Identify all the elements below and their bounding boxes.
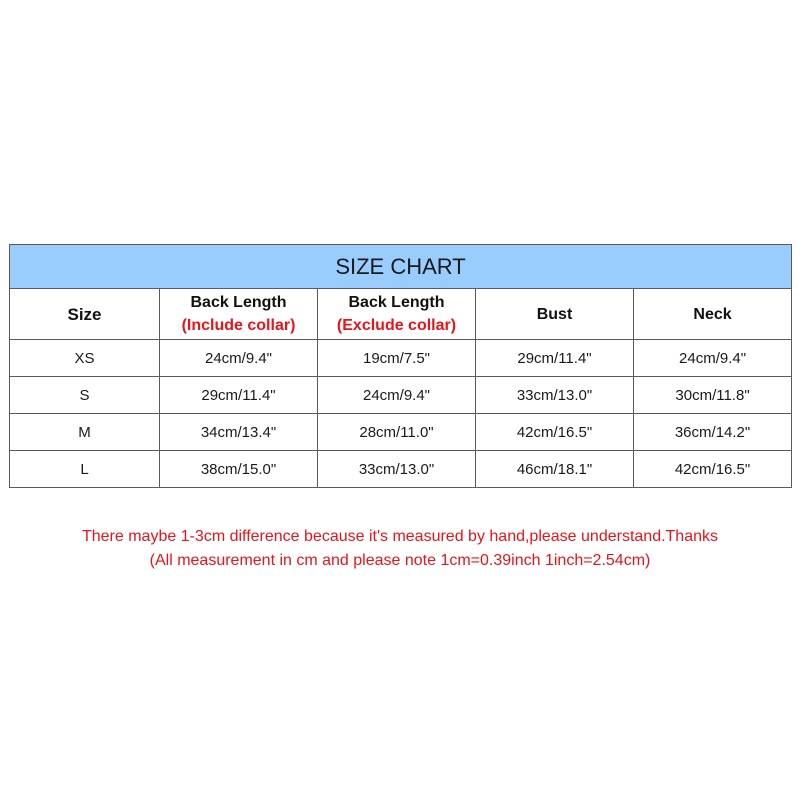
header-bust <box>476 289 634 340</box>
table-row <box>10 414 792 451</box>
back-length-include-cell: 29cm/11.4" <box>160 377 318 414</box>
neck-cell: 30cm/11.8" <box>634 377 792 414</box>
header-row <box>10 289 792 340</box>
back-length-exclude-cell: 28cm/11.0" <box>318 414 476 451</box>
back-length-exclude-cell: 24cm/9.4" <box>318 377 476 414</box>
size-cell: S <box>10 377 160 414</box>
back-length-include-cell: 38cm/15.0" <box>160 451 318 488</box>
header-include-collar-note: (Include collar) <box>181 317 296 334</box>
bust-cell: 29cm/11.4" <box>476 340 634 377</box>
table-row <box>10 340 792 377</box>
neck-cell: 36cm/14.2" <box>634 414 792 451</box>
header-size <box>10 289 160 340</box>
measurement-notes <box>0 525 800 573</box>
back-length-exclude-cell: 33cm/13.0" <box>318 451 476 488</box>
header-back-length-include-label: Back Length <box>190 294 287 311</box>
header-exclude-collar-note: (Exclude collar) <box>336 317 457 334</box>
title-row <box>10 245 792 289</box>
neck-cell: 24cm/9.4" <box>634 340 792 377</box>
back-length-include-cell: 24cm/9.4" <box>160 340 318 377</box>
conversion-note: (All measurement in cm and please note 1cm=0.39inch 1inch=2.54cm) <box>149 552 651 569</box>
header-neck-label: Neck <box>693 305 732 323</box>
bust-cell: 33cm/13.0" <box>476 377 634 414</box>
bust-cell: 42cm/16.5" <box>476 414 634 451</box>
bust-cell: 46cm/18.1" <box>476 451 634 488</box>
size-cell: XS <box>10 340 160 377</box>
header-back-length-exclude <box>318 289 476 340</box>
size-cell: L <box>10 451 160 488</box>
header-size-label: Size <box>67 304 102 324</box>
size-cell: M <box>10 414 160 451</box>
neck-cell: 42cm/16.5" <box>634 451 792 488</box>
back-length-exclude-cell: 19cm/7.5" <box>318 340 476 377</box>
header-back-length-include <box>160 289 318 340</box>
header-neck <box>634 289 792 340</box>
size-chart-table <box>9 244 792 488</box>
table-row <box>10 377 792 414</box>
table-row <box>10 451 792 488</box>
back-length-include-cell: 34cm/13.4" <box>160 414 318 451</box>
header-bust-label: Bust <box>536 305 573 323</box>
difference-note: There maybe 1-3cm difference because it's measured by hand,please understand.Thanks <box>81 528 718 545</box>
header-back-length-exclude-label: Back Length <box>348 294 445 311</box>
size-chart-title: SIZE CHART <box>10 245 792 289</box>
